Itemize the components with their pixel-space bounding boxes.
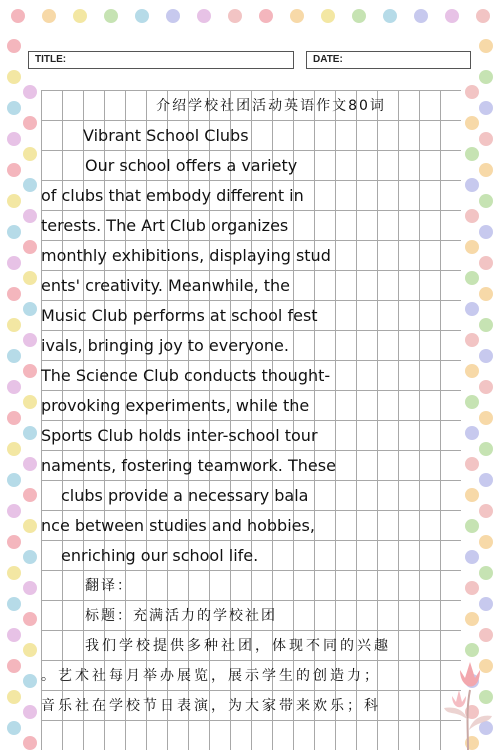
essay-line: Our school offers a variety	[85, 155, 298, 175]
essay-line: nce between studies and hobbies,	[41, 515, 315, 535]
essay-line: naments, fostering teamwork. These	[41, 455, 336, 475]
translation-line: 我们学校提供多种社团，体现不同的兴趣	[85, 638, 391, 654]
essay-heading: 介绍学校社团活动英语作文80词	[156, 98, 386, 114]
translation-line: 音乐社在学校节日表演，为大家带来欢乐；科	[41, 698, 381, 714]
tulip-decoration	[438, 650, 494, 750]
translation-label: 翻译：	[85, 578, 133, 594]
writing-grid-paper	[41, 90, 461, 750]
essay-line: enriching our school life.	[61, 545, 259, 565]
date-label: DATE:	[313, 54, 343, 65]
essay-line: terests. The Art Club organizes	[41, 215, 289, 235]
essay-line: The Science Club conducts thought-	[41, 365, 331, 385]
essay-line: ivals, bringing joy to everyone.	[41, 335, 289, 355]
title-label: TITLE:	[35, 54, 67, 65]
essay-line: Sports Club holds inter-school tour	[41, 425, 318, 445]
essay-line: clubs provide a necessary bala	[61, 485, 309, 505]
essay-line: ents' creativity. Meanwhile, the	[41, 275, 290, 295]
essay-line: monthly exhibitions, displaying stud	[41, 245, 331, 265]
essay-line: provoking experiments, while the	[41, 395, 310, 415]
date-field[interactable]	[306, 51, 471, 69]
essay-line: of clubs that embody different in	[41, 185, 304, 205]
essay-line: Music Club performs at school fest	[41, 305, 318, 325]
translation-line: 。艺术社每月举办展览，展示学生的创造力；	[41, 668, 381, 684]
translation-title: 标题：充满活力的学校社团	[85, 608, 277, 624]
title-field[interactable]	[28, 51, 294, 69]
essay-title: Vibrant School Clubs	[83, 125, 249, 145]
